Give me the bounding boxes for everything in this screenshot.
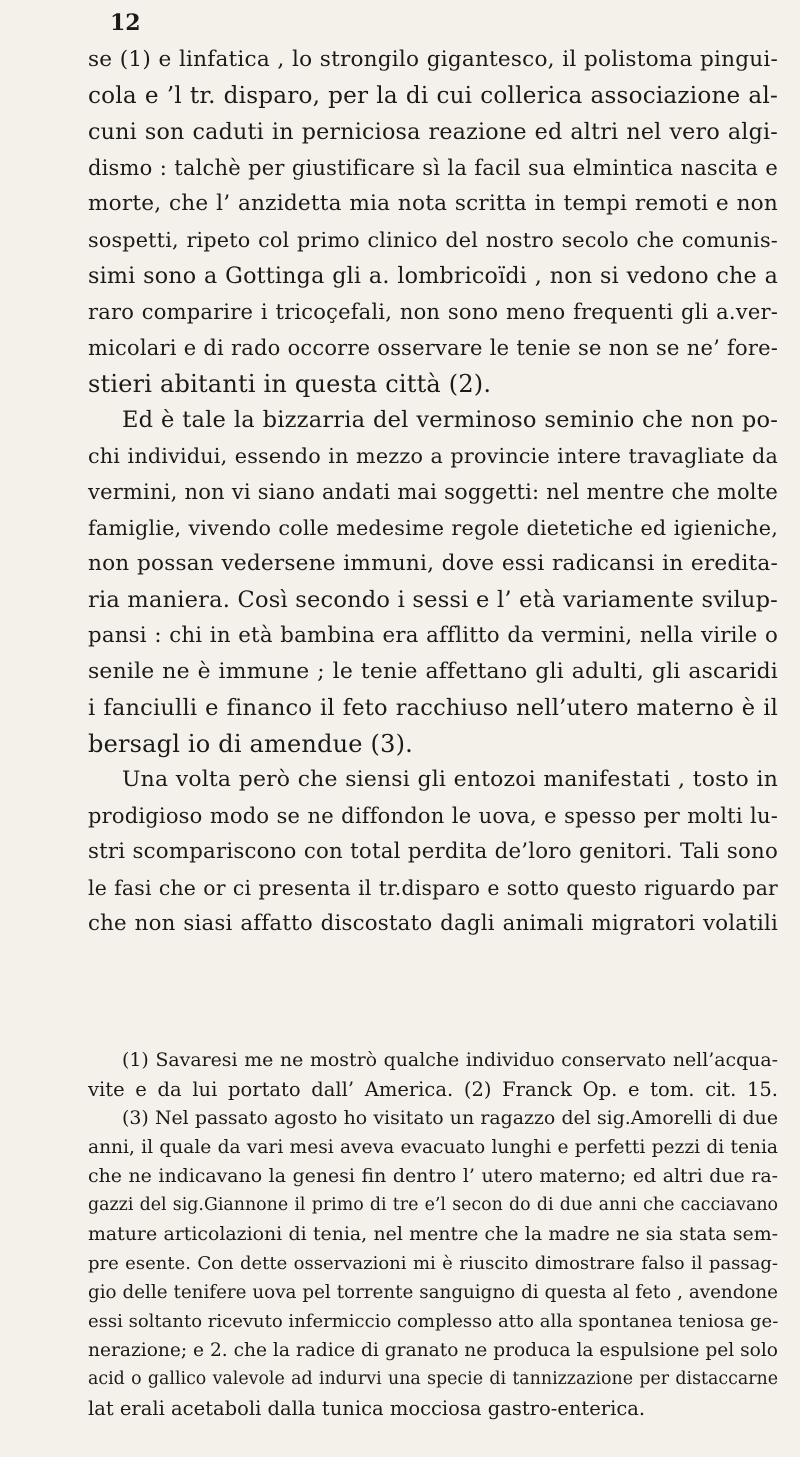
footnote-line: nerazione; e 2. che la radice di granato ne produca la espulsione pel solo xyxy=(88,1340,778,1361)
footnote-line: vite e da lui portato dall’ America. (2) Franck Op. e tom. cit. 15. xyxy=(88,1078,778,1101)
body-line: cola e ’l tr. disparo, per la di cui collerica associazione al- xyxy=(88,83,778,109)
body-line: stieri abitanti in questa città (2). xyxy=(88,370,492,398)
body-line: senile ne è immune ; le tenie affettano gli adulti, gli ascaridi xyxy=(88,659,778,684)
footnote-line: gazzi del sig.Giannone il primo di tre e’l secon do di due anni che cacciavano xyxy=(88,1195,778,1215)
body-line: non possan vedersene immuni, dove essi radicansi in eredita- xyxy=(88,551,778,576)
footnote-line: (3) Nel passato agosto ho visitato un ragazzo del sig.Amorelli di due xyxy=(122,1107,778,1129)
body-line: raro comparire i tricoçefali, non sono meno frequenti gli a.ver- xyxy=(88,300,778,324)
body-line: i fanciulli e financo il feto racchiuso nell’utero materno è il xyxy=(88,695,778,721)
body-line: morte, che l’ anzidetta mia nota scritta in tempi remoti e non xyxy=(88,191,778,216)
body-line: chi individui, essendo in mezzo a provincie intere travagliate da xyxy=(88,444,778,468)
footnote-line: pre esente. Con dette osservazioni mi è riuscito dimostrare falso il passag- xyxy=(88,1253,778,1274)
footnote-line: anni, il quale da vari mesi aveva evacuato lunghi e perfetti pezzi di tenia xyxy=(88,1137,778,1158)
body-line: se (1) e linfatica , lo strongilo gigantesco, il polistoma pingui- xyxy=(88,47,778,72)
page-number: 12 xyxy=(110,10,141,36)
body-line: vermini, non vi siano andati mai soggetti: nel mentre che molte xyxy=(88,480,778,504)
body-line: sospetti, ripeto col primo clinico del nostro secolo che comunis- xyxy=(88,228,778,252)
footnote-line: che ne indicavano la genesi fin dentro l’ utero materno; ed altri due ra- xyxy=(88,1165,778,1187)
body-line: Una volta però che siensi gli entozoi manifestati , tosto in xyxy=(122,767,778,792)
body-line: che non siasi affatto discostato dagli animali migratori volatili xyxy=(88,911,778,936)
footnotes xyxy=(88,1046,778,1423)
body-line: ria maniera. Così secondo i sessi e l’ età variamente svilup- xyxy=(88,587,778,613)
body-line: stri scompariscono con total perdita de’loro genitori. Tali sono xyxy=(88,839,778,864)
body-line: Ed è tale la bizzarria del verminoso seminio che non po- xyxy=(122,407,778,433)
footnote-line: (1) Savaresi me ne mostrò qualche individuo conservato nell’acqua- xyxy=(122,1049,778,1071)
footnote-line: essi soltanto ricevuto infermiccio complesso atto alla spontanea teniosa ge- xyxy=(88,1311,779,1332)
body-line: cuni son caduti in perniciosa reazione ed altri nel vero algi- xyxy=(88,119,778,145)
body-line: le fasi che or ci presenta il tr.disparo e sotto questo riguardo par xyxy=(88,876,778,900)
body-line: micolari e di rado occorre osservare le tenie se non se ne’ fore- xyxy=(88,336,778,360)
body-text xyxy=(88,42,778,942)
body-line: dismo : talchè per giustificare sì la facil sua elmintica nascita e xyxy=(88,156,778,180)
body-line: simi sono a Gottinga gli a. lombricoïdi , non si vedono che a xyxy=(88,263,778,289)
footnote-line: gio delle tenifere uova pel torrente sanguigno di questa al feto , avendone xyxy=(88,1282,778,1303)
footnote-line: mature articolazioni di tenia, nel mentre che la madre ne sia stata sem- xyxy=(88,1223,778,1245)
footnote-line: acid o gallico valevole ad indurvi una specie di tannizzazione per distaccarne xyxy=(88,1369,778,1389)
body-line: prodigioso modo se ne diffondon le uova, e spesso per molti lu- xyxy=(88,804,778,828)
body-line: pansi : chi in età bambina era afflitto da vermini, nella virile o xyxy=(88,623,778,648)
footnote-line: lat erali acetaboli dalla tunica mocciosa gastro-enterica. xyxy=(88,1397,646,1420)
body-line: famiglie, vivendo colle medesime regole dietetiche ed igieniche, xyxy=(88,516,778,540)
body-line: bersagl io di amendue (3). xyxy=(88,730,413,758)
